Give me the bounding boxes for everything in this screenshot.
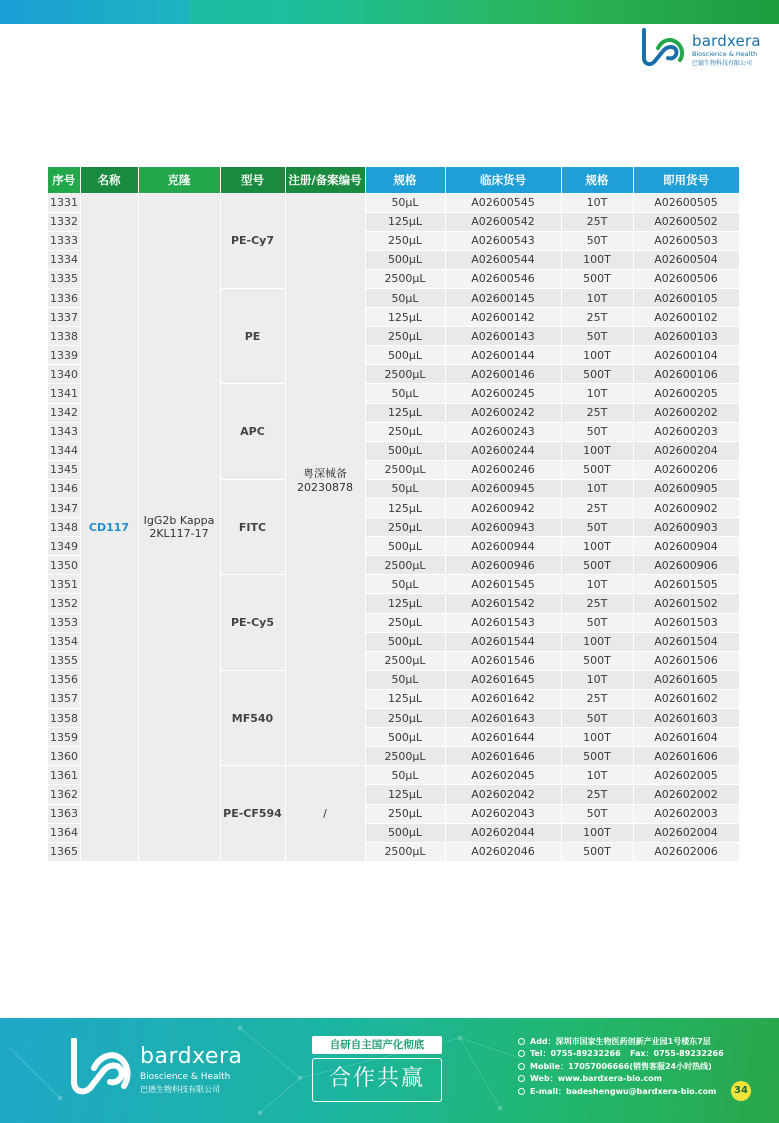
conjugate-type: PE-Cy7	[220, 193, 285, 288]
clinical-catalog-no: A02601546	[445, 651, 561, 670]
ready-spec: 25T	[561, 308, 633, 327]
row-seq: 1362	[48, 785, 80, 804]
address-text: Add：深圳市国家生物医药创新产业园1号楼东7层	[530, 1037, 711, 1046]
clinical-spec: 2500µL	[365, 365, 445, 384]
clinical-catalog-no: A02600546	[445, 269, 561, 288]
row-seq: 1344	[48, 441, 80, 460]
clone-line-2: 2KL117-17	[149, 527, 209, 541]
ready-catalog-no: A02600504	[633, 250, 739, 269]
ready-catalog-no: A02600903	[633, 518, 739, 537]
ready-spec: 50T	[561, 231, 633, 250]
row-seq: 1342	[48, 403, 80, 422]
clinical-spec: 2500µL	[365, 556, 445, 575]
ready-spec: 25T	[561, 499, 633, 518]
clinical-spec: 250µL	[365, 709, 445, 728]
conjugate-type: PE-CF594	[220, 766, 285, 861]
clinical-spec: 250µL	[365, 327, 445, 346]
slogan-box	[312, 1036, 442, 1104]
ready-catalog-no: A02602004	[633, 823, 739, 842]
email-line	[518, 1086, 748, 1098]
clinical-spec: 125µL	[365, 689, 445, 708]
row-seq: 1358	[48, 709, 80, 728]
ready-catalog-no: A02601606	[633, 747, 739, 766]
row-seq: 1348	[48, 518, 80, 537]
ready-spec: 500T	[561, 556, 633, 575]
row-seq: 1343	[48, 422, 80, 441]
ready-spec: 500T	[561, 365, 633, 384]
location-icon	[518, 1038, 525, 1045]
ready-spec: 500T	[561, 747, 633, 766]
row-seq: 1333	[48, 231, 80, 250]
clinical-catalog-no: A02601542	[445, 594, 561, 613]
row-seq: 1345	[48, 460, 80, 479]
ready-catalog-no: A02600103	[633, 327, 739, 346]
contact-info	[518, 1036, 748, 1098]
row-seq: 1338	[48, 327, 80, 346]
row-seq: 1349	[48, 537, 80, 556]
ready-spec: 500T	[561, 651, 633, 670]
clinical-catalog-no: A02601646	[445, 747, 561, 766]
row-seq: 1347	[48, 499, 80, 518]
footer-bardxera-logo-icon	[68, 1038, 138, 1098]
clinical-catalog-no: A02600545	[445, 193, 561, 212]
ready-spec: 500T	[561, 460, 633, 479]
ready-spec: 10T	[561, 670, 633, 689]
ready-catalog-no: A02600905	[633, 479, 739, 498]
clinical-catalog-no: A02600243	[445, 422, 561, 441]
ready-spec: 10T	[561, 479, 633, 498]
row-seq: 1354	[48, 632, 80, 651]
clinical-catalog-no: A02600943	[445, 518, 561, 537]
header-type: 型号	[220, 167, 285, 193]
clinical-catalog-no: A02600146	[445, 365, 561, 384]
ready-spec: 50T	[561, 518, 633, 537]
footer-brand-name: bardxera	[140, 1044, 243, 1069]
clinical-spec: 125µL	[365, 499, 445, 518]
row-seq: 1359	[48, 728, 80, 747]
ready-catalog-no: A02601502	[633, 594, 739, 613]
row-seq: 1339	[48, 346, 80, 365]
ready-catalog-no: A02600102	[633, 308, 739, 327]
ready-catalog-no: A02600206	[633, 460, 739, 479]
logo-brand-name: bardxera	[692, 32, 761, 50]
clinical-catalog-no: A02600543	[445, 231, 561, 250]
row-seq: 1352	[48, 594, 80, 613]
ready-spec: 10T	[561, 384, 633, 403]
ready-catalog-no: A02600202	[633, 403, 739, 422]
slogan-top-text: 自研自主国产化彻底	[312, 1036, 442, 1054]
registration-line-2: 20230878	[297, 480, 353, 494]
clinical-catalog-no: A02602042	[445, 785, 561, 804]
clinical-catalog-no: A02602046	[445, 842, 561, 861]
conjugate-type: PE-Cy5	[220, 575, 285, 670]
row-seq: 1351	[48, 575, 80, 594]
header-name: 名称	[80, 167, 138, 193]
conjugate-type: MF540	[220, 670, 285, 765]
row-seq: 1332	[48, 212, 80, 231]
clinical-catalog-no: A02600946	[445, 556, 561, 575]
clinical-spec: 250µL	[365, 231, 445, 250]
address-line	[518, 1036, 748, 1048]
row-seq: 1334	[48, 250, 80, 269]
clinical-spec: 125µL	[365, 785, 445, 804]
clinical-spec: 50µL	[365, 193, 445, 212]
ready-catalog-no: A02600906	[633, 556, 739, 575]
ready-catalog-no: A02600503	[633, 231, 739, 250]
ready-spec: 25T	[561, 212, 633, 231]
clinical-spec: 500µL	[365, 728, 445, 747]
clinical-catalog-no: A02600942	[445, 499, 561, 518]
web-text[interactable]: Web：www.bardxera-bio.com	[530, 1074, 663, 1084]
ready-catalog-no: A02601602	[633, 689, 739, 708]
row-seq: 1363	[48, 804, 80, 823]
row-seq: 1336	[48, 288, 80, 307]
clinical-spec: 125µL	[365, 594, 445, 613]
clinical-catalog-no: A02601642	[445, 689, 561, 708]
bardxera-logo-icon	[640, 28, 690, 68]
row-seq: 1355	[48, 651, 80, 670]
ready-catalog-no: A02601506	[633, 651, 739, 670]
clinical-catalog-no: A02601544	[445, 632, 561, 651]
logo-tagline-cn: 巴德生物科技有限公司	[692, 60, 753, 67]
clinical-catalog-no: A02600544	[445, 250, 561, 269]
clone-cell	[138, 193, 220, 861]
ready-catalog-no: A02600902	[633, 499, 739, 518]
ready-spec: 10T	[561, 766, 633, 785]
ready-catalog-no: A02600204	[633, 441, 739, 460]
ready-spec: 500T	[561, 842, 633, 861]
conjugate-type: PE	[220, 288, 285, 383]
ready-spec: 25T	[561, 785, 633, 804]
header-spec-clinical: 规格	[365, 167, 445, 193]
clinical-spec: 500µL	[365, 632, 445, 651]
header-logo	[640, 28, 760, 68]
footer-tagline-cn: 巴德生物科技有限公司	[140, 1085, 220, 1094]
clinical-spec: 50µL	[365, 479, 445, 498]
clinical-catalog-no: A02602043	[445, 804, 561, 823]
clinical-catalog-no: A02600142	[445, 308, 561, 327]
phone-icon	[518, 1050, 525, 1057]
conjugate-type: APC	[220, 384, 285, 479]
header-spec-ready: 规格	[561, 167, 633, 193]
ready-spec: 50T	[561, 422, 633, 441]
ready-catalog-no: A02602006	[633, 842, 739, 861]
clinical-catalog-no: A02600244	[445, 441, 561, 460]
ready-catalog-no: A02602005	[633, 766, 739, 785]
footer-logo	[68, 1038, 243, 1108]
clinical-spec: 250µL	[365, 518, 445, 537]
ready-spec: 100T	[561, 632, 633, 651]
row-seq: 1337	[48, 308, 80, 327]
ready-spec: 10T	[561, 193, 633, 212]
header-clinical-no: 临床货号	[445, 167, 561, 193]
clinical-spec: 250µL	[365, 613, 445, 632]
ready-catalog-no: A02601604	[633, 728, 739, 747]
mail-icon	[518, 1088, 525, 1095]
ready-spec: 100T	[561, 728, 633, 747]
email-text[interactable]: E-mail：badeshengwu@bardxera-bio.com	[530, 1086, 717, 1096]
clinical-catalog-no: A02600944	[445, 537, 561, 556]
row-seq: 1357	[48, 689, 80, 708]
clinical-spec: 50µL	[365, 766, 445, 785]
clinical-catalog-no: A02601644	[445, 728, 561, 747]
ready-catalog-no: A02600904	[633, 537, 739, 556]
clinical-spec: 125µL	[365, 308, 445, 327]
ready-spec: 25T	[561, 689, 633, 708]
clinical-spec: 500µL	[365, 823, 445, 842]
ready-catalog-no: A02602002	[633, 785, 739, 804]
row-seq: 1364	[48, 823, 80, 842]
ready-spec: 25T	[561, 594, 633, 613]
ready-spec: 25T	[561, 403, 633, 422]
ready-catalog-no: A02600203	[633, 422, 739, 441]
fax-text: Fax：0755-89232266	[630, 1049, 724, 1059]
clinical-catalog-no: A02600246	[445, 460, 561, 479]
slogan-bottom-text: 合作共赢	[312, 1058, 442, 1102]
clinical-spec: 125µL	[365, 212, 445, 231]
clone-line-1: IgG2b Kappa	[143, 514, 215, 528]
ready-catalog-no: A02601605	[633, 670, 739, 689]
ready-spec: 100T	[561, 441, 633, 460]
table-row	[48, 193, 739, 212]
clinical-spec: 500µL	[365, 537, 445, 556]
clinical-spec: 50µL	[365, 575, 445, 594]
ready-spec: 100T	[561, 346, 633, 365]
row-seq: 1350	[48, 556, 80, 575]
mobile-line	[518, 1061, 748, 1073]
ready-catalog-no: A02601504	[633, 632, 739, 651]
row-seq: 1365	[48, 842, 80, 861]
clinical-spec: 50µL	[365, 288, 445, 307]
ready-catalog-no: A02602003	[633, 804, 739, 823]
header-ready-no: 即用货号	[633, 167, 739, 193]
page-number: 34	[731, 1081, 751, 1101]
clinical-catalog-no: A02601543	[445, 613, 561, 632]
row-seq: 1341	[48, 384, 80, 403]
globe-icon	[518, 1075, 525, 1082]
registration-line-1: 粤深械备	[303, 466, 347, 480]
clinical-catalog-no: A02602045	[445, 766, 561, 785]
ready-catalog-no: A02601603	[633, 709, 739, 728]
ready-catalog-no: A02600505	[633, 193, 739, 212]
logo-tagline-en: Bioscience & Health	[692, 50, 758, 58]
ready-catalog-no: A02600205	[633, 384, 739, 403]
web-line	[518, 1073, 748, 1085]
ready-spec: 50T	[561, 804, 633, 823]
ready-spec: 50T	[561, 709, 633, 728]
ready-spec: 50T	[561, 613, 633, 632]
row-seq: 1335	[48, 269, 80, 288]
clinical-catalog-no: A02600945	[445, 479, 561, 498]
ready-catalog-no: A02601505	[633, 575, 739, 594]
clinical-catalog-no: A02601645	[445, 670, 561, 689]
footer-banner	[0, 1018, 779, 1123]
header-clone: 克隆	[138, 167, 220, 193]
registration-cell	[285, 193, 365, 766]
clinical-spec: 2500µL	[365, 460, 445, 479]
ready-spec: 500T	[561, 269, 633, 288]
top-color-band-left	[0, 0, 190, 24]
clinical-spec: 2500µL	[365, 651, 445, 670]
clinical-spec: 500µL	[365, 441, 445, 460]
row-seq: 1353	[48, 613, 80, 632]
phone-line	[518, 1048, 748, 1060]
header-seq: 序号	[48, 167, 80, 193]
ready-spec: 100T	[561, 537, 633, 556]
clinical-spec: 500µL	[365, 250, 445, 269]
clinical-spec: 2500µL	[365, 269, 445, 288]
clinical-catalog-no: A02600145	[445, 288, 561, 307]
row-seq: 1346	[48, 479, 80, 498]
table-header-row	[48, 167, 739, 193]
ready-spec: 50T	[561, 327, 633, 346]
ready-catalog-no: A02600104	[633, 346, 739, 365]
clinical-catalog-no: A02600542	[445, 212, 561, 231]
clinical-catalog-no: A02602044	[445, 823, 561, 842]
clinical-spec: 250µL	[365, 422, 445, 441]
header-registration: 注册/备案编号	[285, 167, 365, 193]
tel-text: Tel：0755-89232266	[530, 1049, 621, 1059]
ready-spec: 100T	[561, 823, 633, 842]
clinical-catalog-no: A02600143	[445, 327, 561, 346]
conjugate-type: FITC	[220, 479, 285, 574]
row-seq: 1331	[48, 193, 80, 212]
ready-catalog-no: A02600502	[633, 212, 739, 231]
row-seq: 1361	[48, 766, 80, 785]
clinical-spec: 250µL	[365, 804, 445, 823]
clinical-spec: 125µL	[365, 403, 445, 422]
ready-spec: 10T	[561, 575, 633, 594]
mobile-text: Mobile：17057006666(销售客服24小时热线)	[530, 1061, 712, 1071]
ready-catalog-no: A02600506	[633, 269, 739, 288]
ready-spec: 100T	[561, 250, 633, 269]
clinical-catalog-no: A02600245	[445, 384, 561, 403]
product-name: CD117	[80, 193, 138, 861]
clinical-catalog-no: A02600242	[445, 403, 561, 422]
row-seq: 1340	[48, 365, 80, 384]
row-seq: 1360	[48, 747, 80, 766]
clinical-spec: 50µL	[365, 384, 445, 403]
clinical-spec: 500µL	[365, 346, 445, 365]
product-table	[48, 167, 740, 861]
clinical-catalog-no: A02601643	[445, 709, 561, 728]
row-seq: 1356	[48, 670, 80, 689]
clinical-catalog-no: A02601545	[445, 575, 561, 594]
registration-cell-other: /	[285, 766, 365, 861]
mobile-icon	[518, 1063, 525, 1070]
footer-tagline-en: Bioscience & Health	[140, 1072, 231, 1082]
clinical-spec: 2500µL	[365, 842, 445, 861]
clinical-catalog-no: A02600144	[445, 346, 561, 365]
ready-catalog-no: A02600106	[633, 365, 739, 384]
clinical-spec: 2500µL	[365, 747, 445, 766]
ready-spec: 10T	[561, 288, 633, 307]
ready-catalog-no: A02601503	[633, 613, 739, 632]
clinical-spec: 50µL	[365, 670, 445, 689]
ready-catalog-no: A02600105	[633, 288, 739, 307]
